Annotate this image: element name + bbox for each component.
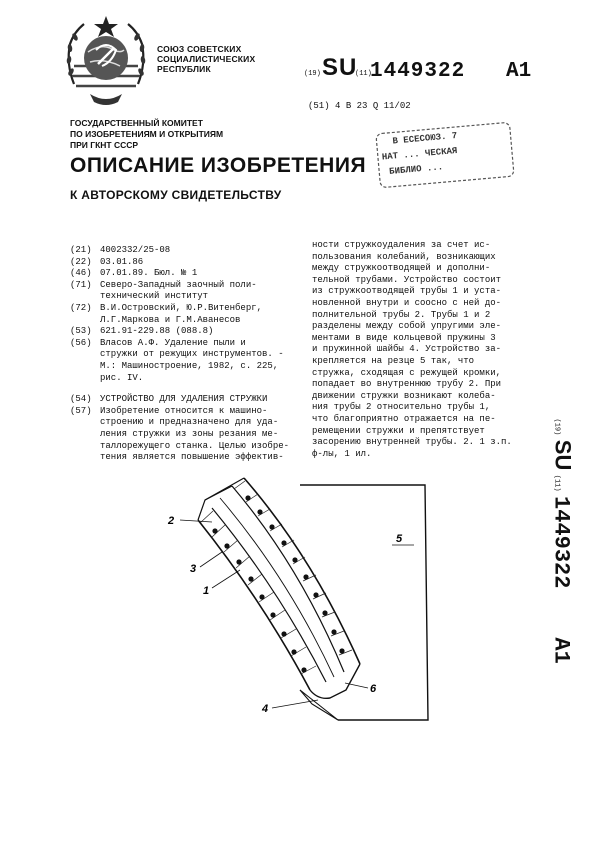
- biblio-value: Л.Г.Маркова и Г.М.Аванесов: [100, 314, 241, 325]
- union-name-line: СОЦИАЛИСТИЧЕСКИХ: [157, 54, 256, 64]
- biblio-value: стружки от режущих инструментов. -: [100, 349, 284, 360]
- biblio-value: 4002332/25-08: [100, 245, 171, 255]
- biblio-value: 03.01.86: [100, 256, 144, 267]
- stamp-line: В ЕСЕСОЮЗ. 7: [392, 130, 458, 147]
- label-1: 1: [203, 585, 210, 597]
- abstract-line: полнительной трубы 2. Трубы 1 и 2: [312, 309, 491, 320]
- biblio-row: [70, 326, 292, 338]
- biblio-code: (22): [70, 256, 92, 267]
- biblio-code: (57): [70, 405, 92, 416]
- ipc-code-label: (51) 4: [308, 101, 341, 111]
- abstract-line: стружка, сходящая с режущей кромки,: [312, 367, 502, 378]
- side-country-code-label: (19): [552, 418, 561, 436]
- abstract-line: тения является повышение эффектив-: [100, 452, 284, 463]
- abstract-line: строению и предназначено для уда-: [100, 417, 279, 428]
- ipc-value: В 23 Q 11/02: [345, 101, 411, 111]
- abstract-line: из стружкоотводящей трубы 1 и уста-: [312, 286, 502, 297]
- biblio-value: М.: Машиностроение, 1982, с. 225,: [100, 360, 279, 371]
- abstract-start: [70, 406, 292, 418]
- country-code-label: (19): [304, 70, 321, 78]
- outer-tube-wall: [232, 486, 344, 672]
- outer-tube-wall: [198, 520, 310, 690]
- outer-tube-wall: [244, 478, 360, 664]
- abstract-line: ментами в виде кольцевой пружины 3: [312, 332, 496, 343]
- biblio-row: [70, 245, 292, 257]
- invention-title: [70, 394, 292, 406]
- label-2: 2: [168, 515, 175, 527]
- cutter-body: [300, 485, 428, 720]
- abstract-line: крепляется на резце 5 так, что: [312, 355, 475, 366]
- biblio-value: Власов А.Ф. Удаление пыли и: [100, 337, 246, 348]
- biblio-row: [70, 338, 292, 350]
- abstract-line: новленной внутри и соосно с ней до-: [312, 297, 502, 308]
- ipc-classification: [308, 101, 411, 111]
- biblio-code: (72): [70, 302, 92, 313]
- abstract-line: засорению внутренней трубы. 2. 1 з.п.: [312, 437, 512, 448]
- biblio-value: 621.91-229.88 (088.8): [100, 326, 214, 337]
- document-subtitle: К АВТОРСКОМУ СВИДЕТЕЛЬСТВУ: [70, 188, 282, 202]
- abstract-line: ремещении стружки и препятствует: [312, 425, 485, 436]
- vertical-patent-number: [512, 418, 576, 725]
- abstract-line: движении стружки возникают колеба-: [312, 390, 496, 401]
- spring-coils: [212, 495, 344, 672]
- abstract-line: тельной трубами. Устройство состоит: [312, 274, 502, 285]
- biblio-value: технический институт: [100, 291, 209, 302]
- abstract-line: таллорежущего станка. Целью изобре-: [100, 440, 290, 451]
- label-3: 3: [190, 563, 197, 575]
- stamp-line: НАТ ... ЧЕСКАЯ: [381, 145, 458, 163]
- label-6: 6: [370, 683, 377, 695]
- abstract-line: пользования колебаний, возникающих: [312, 251, 496, 262]
- biblio-code: (53): [70, 326, 92, 337]
- biblio-code: (46): [70, 268, 92, 279]
- side-country-code: SU: [550, 439, 576, 471]
- side-patent-number: 1449322: [548, 496, 574, 589]
- document-title: ОПИСАНИЕ ИЗОБРЕТЕНИЯ: [70, 154, 367, 177]
- abstract-line: разделены между собой упругими эле-: [312, 321, 502, 332]
- biblio-row: [70, 268, 292, 280]
- abstract-line: ф-лы, 1 ил.: [312, 448, 372, 459]
- biblio-value: Северо-Западный заочный поли-: [100, 279, 257, 290]
- ussr-emblem-icon: [60, 14, 152, 110]
- biblio-value: 07.01.89. Бюл. № 1: [100, 268, 198, 279]
- side-number-code-label: (11): [552, 474, 561, 492]
- abstract-line: Изобретение относится к машино-: [100, 405, 268, 416]
- bibliographic-data: [70, 245, 292, 464]
- stamp-line: БИБЛИО ...: [388, 162, 444, 177]
- abstract-line: и пружинной шайбы 4. Устройство за-: [312, 344, 502, 355]
- label-5: 5: [396, 533, 403, 545]
- abstract-line: между стружкоотводящей и дополни-: [312, 263, 491, 274]
- outer-tube-wall: [212, 508, 326, 682]
- label-4: 4: [262, 703, 269, 715]
- biblio-row: [70, 303, 292, 315]
- abstract-line: что благоприятно отражается на пе-: [312, 413, 496, 424]
- biblio-row: [70, 280, 292, 292]
- tube-hatching: [200, 481, 352, 674]
- cutter-edge: [300, 690, 338, 720]
- biblio-code: (54): [70, 394, 92, 405]
- union-name-line: РЕСПУБЛИК: [157, 64, 211, 74]
- biblio-code: (71): [70, 279, 92, 290]
- abstract-line: попадает во внутреннюю трубу 2. При: [312, 379, 502, 390]
- number-code-label: (11): [355, 70, 372, 78]
- biblio-code: (21): [70, 245, 92, 255]
- abstract-line: ления стружки из зоны резания ме-: [100, 428, 279, 439]
- committee-line: ПРИ ГКНТ СССР: [70, 140, 139, 150]
- side-kind-code: A1: [548, 637, 574, 664]
- abstract-line: ности стружкоудаления за счет ис-: [312, 240, 491, 250]
- spring-washer: [310, 664, 360, 698]
- country-code: SU: [322, 54, 358, 81]
- library-stamp: [374, 120, 517, 190]
- union-name-line: СОЮЗ СОВЕТСКИХ: [157, 44, 242, 54]
- committee-line: ПО ИЗОБРЕТЕНИЯМ И ОТКРЫТИЯМ: [70, 129, 224, 139]
- biblio-value: В.И.Островский, Ю.Р.Витенберг,: [100, 302, 263, 313]
- biblio-code: (56): [70, 337, 92, 348]
- committee-line: ГОСУДАРСТВЕННЫЙ КОМИТЕТ: [70, 118, 203, 128]
- kind-code: A1: [506, 60, 532, 83]
- biblio-row: [70, 257, 292, 269]
- patent-number: 1449322: [370, 60, 466, 83]
- abstract-line: ния трубы 2 относительно трубы 1,: [312, 402, 491, 413]
- invention-title-text: УСТРОЙСТВО ДЛЯ УДАЛЕНИЯ СТРУЖКИ: [100, 394, 268, 405]
- inner-tube-wall: [220, 498, 334, 677]
- biblio-value: рис. IV.: [100, 372, 144, 383]
